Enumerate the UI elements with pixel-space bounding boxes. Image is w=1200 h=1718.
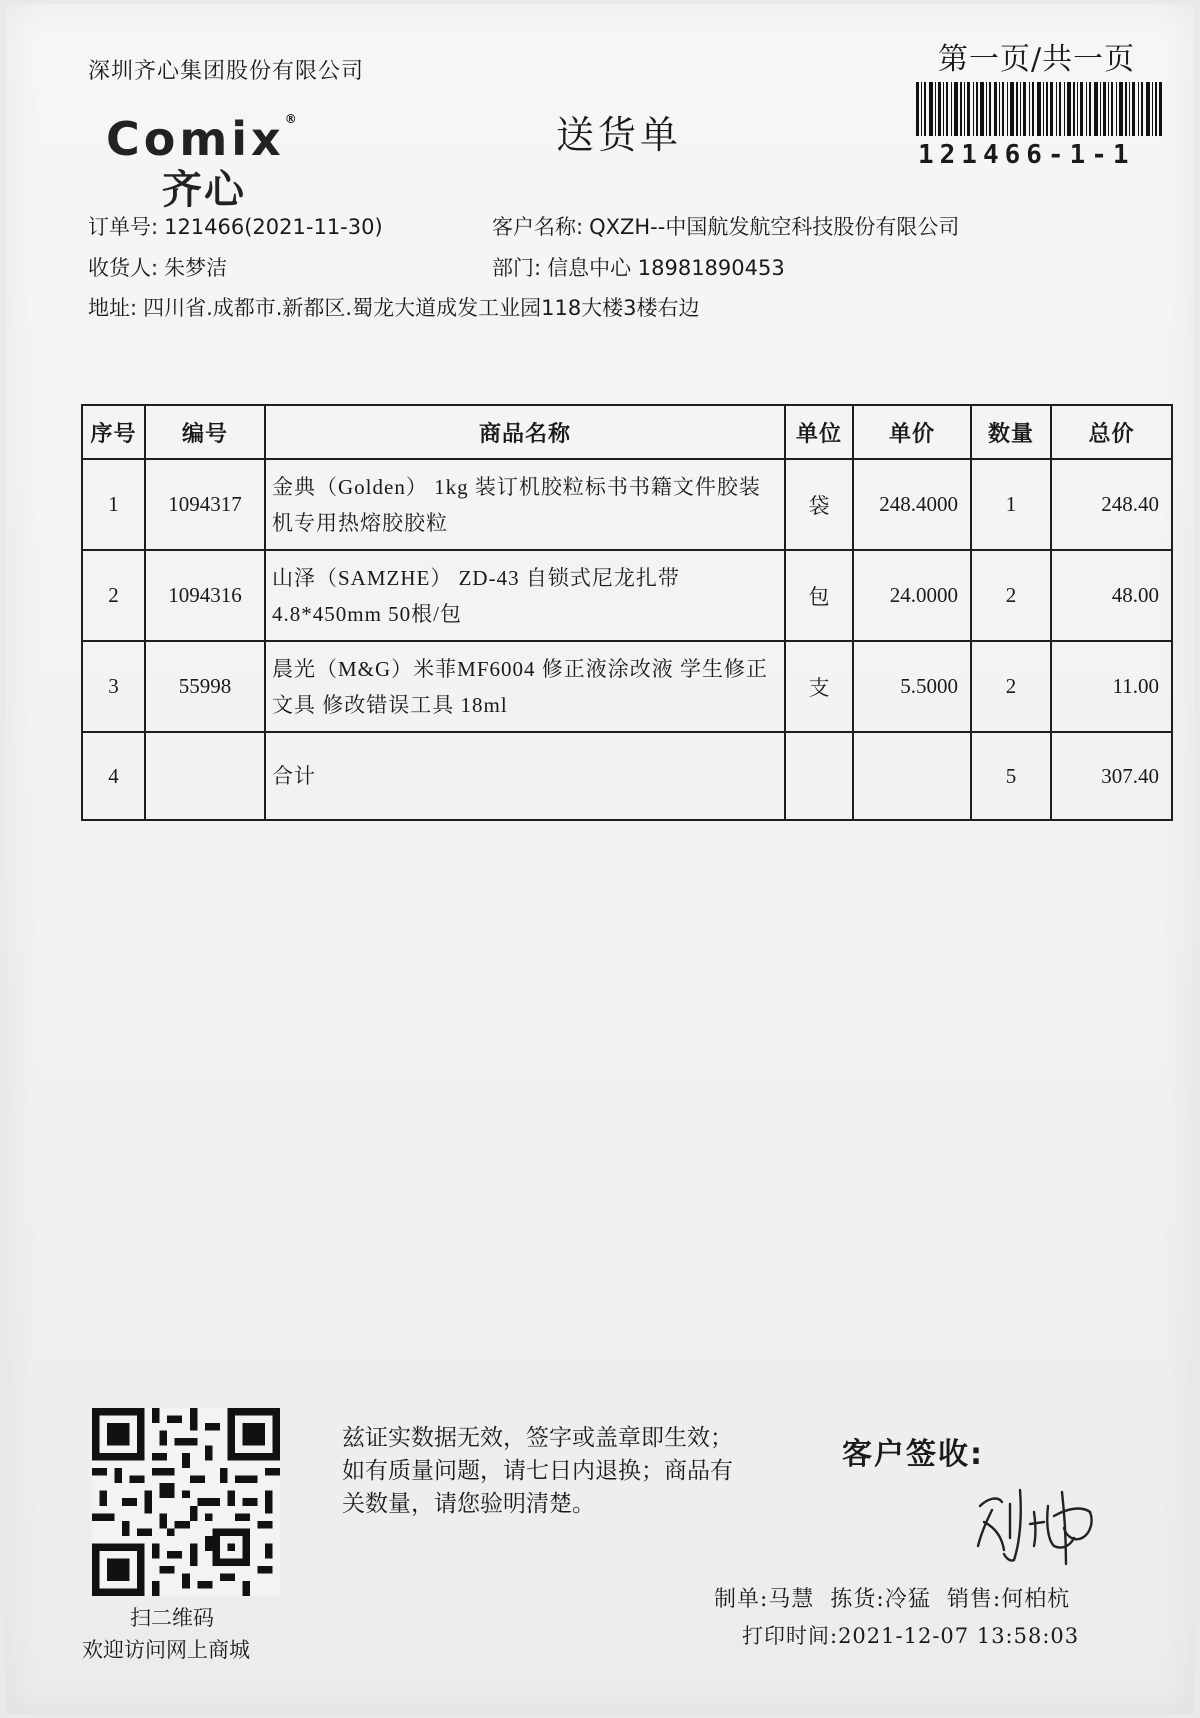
goods-table bbox=[81, 404, 1173, 821]
table-total-row bbox=[82, 732, 1172, 820]
header-product-name: 商品名称 bbox=[265, 405, 785, 459]
customer-signature bbox=[974, 1476, 1104, 1566]
cell-unit-price: 248.4000 bbox=[853, 459, 971, 550]
cell-total: 248.40 bbox=[1051, 459, 1172, 550]
header-code: 编号 bbox=[145, 405, 265, 459]
order-value: 121466(2021-11-30) bbox=[164, 215, 383, 239]
qr-subcaption: 欢迎访问网上商城 bbox=[82, 1638, 250, 1662]
cell-grand-total: 307.40 bbox=[1051, 732, 1172, 820]
cell-unit-price bbox=[853, 732, 971, 820]
cell-seq: 4 bbox=[82, 732, 145, 820]
cell-product-name: 山泽（SAMZHE） ZD-43 自锁式尼龙扎带 4.8*450mm 50根/包 bbox=[265, 550, 785, 641]
department bbox=[492, 252, 785, 282]
cell-total: 11.00 bbox=[1051, 641, 1172, 732]
header-unit: 单位 bbox=[785, 405, 853, 459]
cell-unit: 袋 bbox=[785, 459, 853, 550]
qr-caption: 扫二维码 bbox=[130, 1606, 214, 1630]
delivery-note-paper bbox=[6, 4, 1194, 1714]
cell-total-label: 合计 bbox=[265, 732, 785, 820]
order-label: 订单号: bbox=[88, 215, 159, 239]
cell-total-quantity: 5 bbox=[971, 732, 1051, 820]
table-row bbox=[82, 459, 1172, 550]
customer-label: 客户名称: bbox=[492, 215, 584, 239]
cell-unit: 包 bbox=[785, 550, 853, 641]
cell-product-name: 晨光（M&G）米菲MF6004 修正液涂改液 学生修正文具 修改错误工具 18ml bbox=[265, 641, 785, 732]
cell-code: 1094316 bbox=[145, 550, 265, 641]
cell-seq: 1 bbox=[82, 459, 145, 550]
cell-unit-price: 5.5000 bbox=[853, 641, 971, 732]
header-unit-price: 单价 bbox=[853, 405, 971, 459]
header-seq: 序号 bbox=[82, 405, 145, 459]
logo-text-cn: 齐心 bbox=[162, 167, 246, 213]
comix-logo bbox=[106, 112, 346, 212]
company-name: 深圳齐心集团股份有限公司 bbox=[88, 59, 365, 84]
qr-code-icon[interactable] bbox=[92, 1408, 280, 1596]
address-value: 四川省.成都市.新都区.蜀龙大道成发工业园118大楼3楼右边 bbox=[143, 296, 700, 320]
page-indicator: 第一页/共一页 bbox=[938, 42, 1136, 77]
table-row bbox=[82, 641, 1172, 732]
cell-unit-price: 24.0000 bbox=[853, 550, 971, 641]
cell-code bbox=[145, 732, 265, 820]
picker: 拣货:冷猛 bbox=[830, 1587, 931, 1612]
logo-text-en: Comix® bbox=[106, 112, 301, 166]
customer-value: QXZH--中国航发航空科技股份有限公司 bbox=[589, 215, 960, 239]
customer-sign-label: 客户签收: bbox=[842, 1437, 984, 1472]
cell-unit bbox=[785, 732, 853, 820]
barcode-number: 121466-1-1 bbox=[918, 140, 1135, 170]
cell-quantity: 2 bbox=[971, 641, 1051, 732]
cell-quantity: 2 bbox=[971, 550, 1051, 641]
barcode bbox=[916, 82, 1162, 136]
cell-code: 1094317 bbox=[145, 459, 265, 550]
document-title: 送货单 bbox=[556, 113, 683, 157]
print-time: 打印时间:2021-12-07 13:58:03 bbox=[742, 1624, 1080, 1648]
delivery-notice: 兹证实数据无效，签字或盖章即生效；如有质量问题，请七日内退换；商品有关数量，请您验明清楚。 bbox=[342, 1425, 733, 1517]
cell-unit: 支 bbox=[785, 641, 853, 732]
cell-product-name: 金典（Golden） 1kg 装订机胶粒标书书籍文件胶装机专用热熔胶胶粒 bbox=[265, 459, 785, 550]
cell-quantity: 1 bbox=[971, 459, 1051, 550]
order-number bbox=[88, 211, 383, 241]
maker: 制单:马慧 bbox=[714, 1587, 815, 1612]
dept-value: 信息中心 18981890453 bbox=[547, 256, 785, 280]
address bbox=[88, 292, 700, 322]
header-quantity: 数量 bbox=[971, 405, 1051, 459]
dept-label: 部门: bbox=[492, 256, 542, 280]
header-total: 总价 bbox=[1051, 405, 1172, 459]
receiver-label: 收货人: bbox=[88, 256, 159, 280]
cell-seq: 2 bbox=[82, 550, 145, 641]
receiver-value: 朱梦洁 bbox=[164, 256, 228, 280]
cell-total: 48.00 bbox=[1051, 550, 1172, 641]
sales: 销售:何柏杭 bbox=[946, 1587, 1071, 1612]
staff-line bbox=[714, 1582, 1086, 1613]
customer-name bbox=[492, 211, 959, 241]
cell-seq: 3 bbox=[82, 641, 145, 732]
table-row bbox=[82, 550, 1172, 641]
table-header-row bbox=[82, 405, 1172, 459]
address-label: 地址: bbox=[88, 296, 138, 320]
receiver bbox=[88, 252, 227, 282]
cell-code: 55998 bbox=[145, 641, 265, 732]
